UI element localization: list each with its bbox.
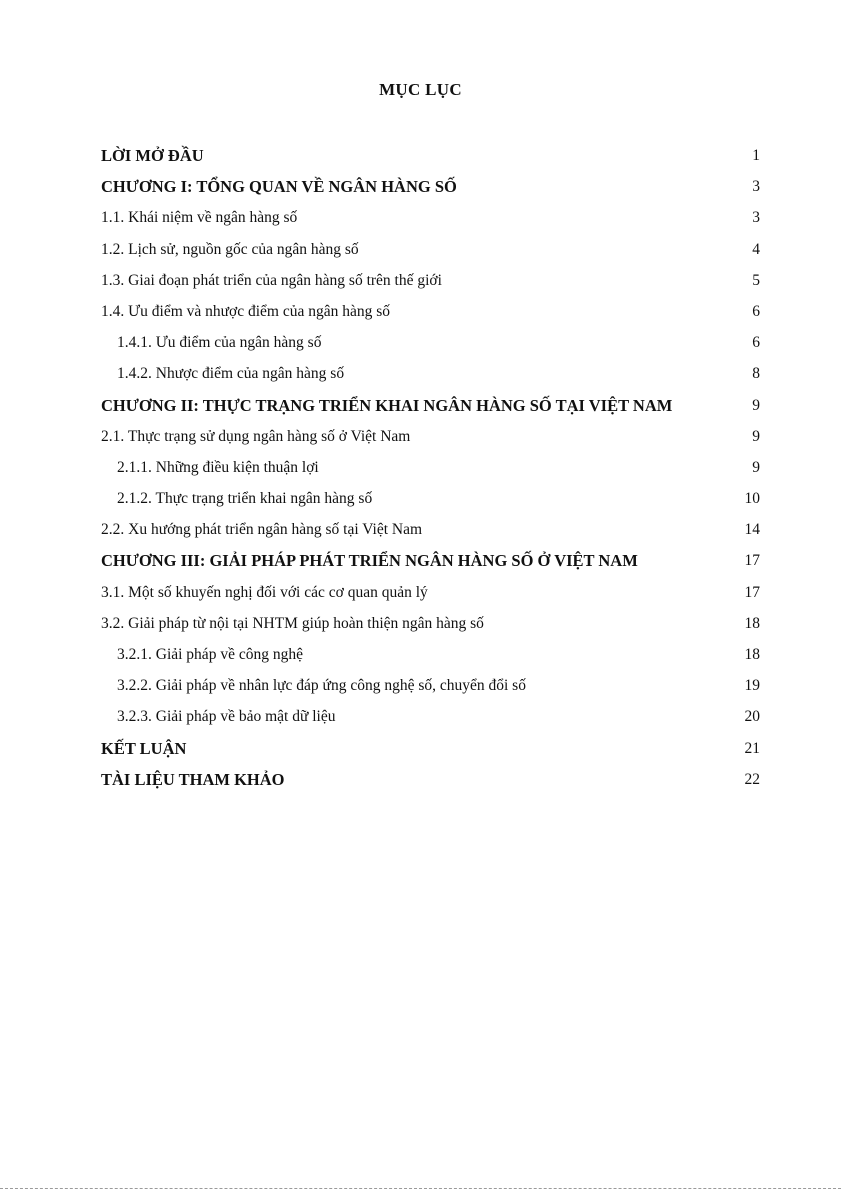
toc-entry[interactable] xyxy=(101,358,760,389)
toc-entry[interactable] xyxy=(101,327,760,358)
toc-entry-page-number: 22 xyxy=(744,770,760,788)
toc-entry[interactable] xyxy=(101,639,760,670)
toc-entry-page-number: 17 xyxy=(744,583,760,601)
toc-entry-label: 2.2. Xu hướng phát triển ngân hàng số tại Việt Nam xyxy=(101,521,423,539)
toc-entry-label: 3.2.2. Giải pháp về nhân lực đáp ứng công nghệ số, chuyển đổi số xyxy=(117,677,526,695)
toc-entry[interactable] xyxy=(101,514,760,545)
toc-entry-page-number: 9 xyxy=(752,458,760,476)
toc-entry-page-number: 18 xyxy=(744,646,760,663)
toc-entry-label: 3.2. Giải pháp từ nội tại NHTM giúp hoàn thiện ngân hàng số xyxy=(101,614,484,632)
page-bottom-divider xyxy=(0,1188,841,1189)
toc-entry-page-number: 14 xyxy=(744,521,760,539)
toc-entry[interactable] xyxy=(101,265,760,296)
toc-entry[interactable] xyxy=(101,296,760,327)
toc-entry-page-number: 19 xyxy=(744,677,760,695)
toc-entry-label: 2.1.1. Những điều kiện thuận lợi xyxy=(117,458,319,476)
toc-entry-page-number: 1 xyxy=(752,147,760,164)
toc-entry-label: KẾT LUẬN xyxy=(101,738,187,758)
toc-entry-label: 3.2.1. Giải pháp về công nghệ xyxy=(117,646,303,663)
toc-entry-label: 3.2.3. Giải pháp về bảo mật dữ liệu xyxy=(117,708,336,726)
toc-entry-page-number: 5 xyxy=(752,271,760,289)
toc-entry-page-number: 10 xyxy=(744,490,760,508)
toc-entry-page-number: 20 xyxy=(744,708,760,726)
toc-entry-label: LỜI MỞ ĐẦU xyxy=(101,146,204,165)
toc-entry-page-number: 17 xyxy=(744,552,760,570)
toc-entry-label: CHƯƠNG I: TỔNG QUAN VỀ NGÂN HÀNG SỐ xyxy=(101,177,457,197)
toc-entry[interactable] xyxy=(101,608,760,639)
page-title: MỤC LỤC xyxy=(379,80,462,99)
toc-entry[interactable] xyxy=(101,390,760,421)
toc-entry[interactable] xyxy=(101,577,760,608)
toc-entry-label: 1.3. Giai đoạn phát triển của ngân hàng số trên thế giới xyxy=(101,271,442,289)
toc-entry[interactable] xyxy=(101,733,760,764)
toc-entry[interactable] xyxy=(101,171,760,202)
toc-entry-label: 1.4. Ưu điểm và nhược điểm của ngân hàng số xyxy=(101,302,391,320)
toc-entry-label: 1.2. Lịch sử, nguồn gốc của ngân hàng số xyxy=(101,240,359,258)
toc-entry-page-number: 6 xyxy=(752,302,760,320)
toc-entry-label: 1.4.2. Nhược điểm của ngân hàng số xyxy=(117,365,345,383)
toc-entry-label: 1.4.1. Ưu điểm của ngân hàng số xyxy=(117,334,322,352)
toc-entry-label: CHƯƠNG II: THỰC TRẠNG TRIỂN KHAI NGÂN HÀNG SỐ TẠI VIỆT NAM xyxy=(101,395,673,415)
toc-entry-label: 3.1. Một số khuyến nghị đối với các cơ quan quản lý xyxy=(101,583,428,601)
toc-entry-page-number: 21 xyxy=(744,739,760,757)
toc-entry[interactable] xyxy=(101,670,760,701)
toc-entry-page-number: 3 xyxy=(752,209,760,227)
toc-entry[interactable] xyxy=(101,764,760,795)
toc-entry-label: 2.1. Thực trạng sử dụng ngân hàng số ở Việt Nam xyxy=(101,427,411,445)
toc-entry-page-number: 4 xyxy=(752,240,760,258)
toc-entry[interactable] xyxy=(101,140,760,171)
toc-entry-label: 2.1.2. Thực trạng triển khai ngân hàng số xyxy=(117,490,373,508)
toc-entry[interactable] xyxy=(101,452,760,483)
toc-entry-label: CHƯƠNG III: GIẢI PHÁP PHÁT TRIỂN NGÂN HÀNG SỐ Ở VIỆT NAM xyxy=(101,551,638,571)
toc-entry-page-number: 6 xyxy=(752,334,760,352)
toc-entry-page-number: 9 xyxy=(752,427,760,445)
toc-entry[interactable] xyxy=(101,234,760,265)
toc-entry-page-number: 8 xyxy=(752,365,760,383)
toc-entry[interactable] xyxy=(101,483,760,514)
table-of-contents xyxy=(101,140,760,795)
toc-entry[interactable] xyxy=(101,202,760,233)
toc-entry[interactable] xyxy=(101,545,760,576)
toc-entry-page-number: 9 xyxy=(752,396,760,414)
toc-entry-label: 1.1. Khái niệm về ngân hàng số xyxy=(101,209,298,227)
toc-entry-page-number: 3 xyxy=(752,178,760,196)
toc-entry[interactable] xyxy=(101,421,760,452)
toc-entry[interactable] xyxy=(101,701,760,732)
toc-entry-label: TÀI LIỆU THAM KHẢO xyxy=(101,769,285,789)
toc-entry-page-number: 18 xyxy=(744,614,760,632)
